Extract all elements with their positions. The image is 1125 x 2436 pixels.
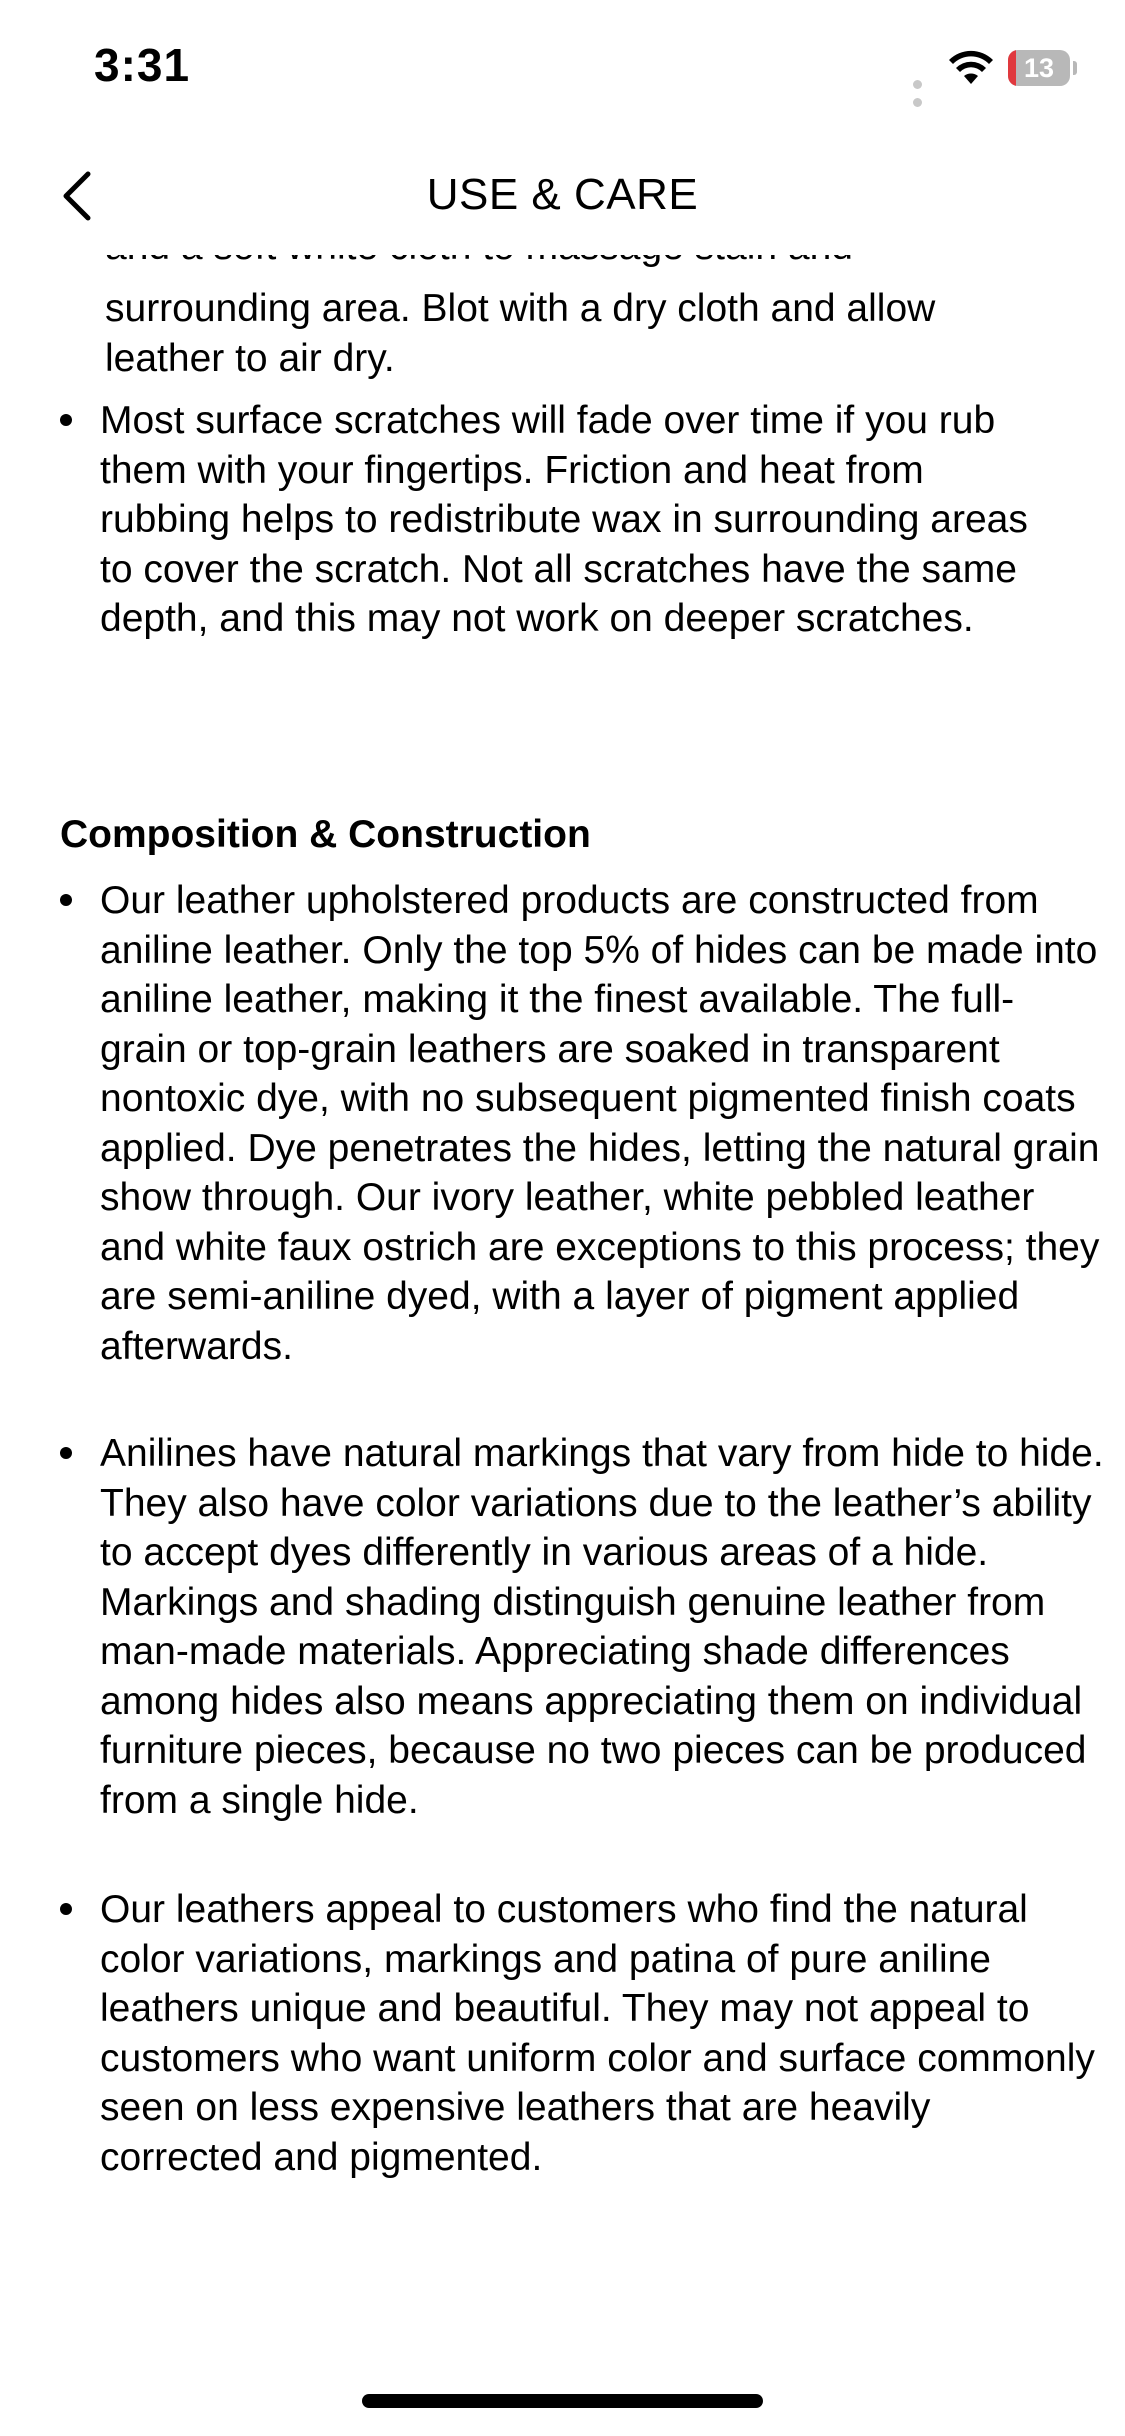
wifi-icon [948,50,994,86]
bullet-icon [60,1447,72,1459]
list-item-text: Our leathers appeal to customers who find the natural color variations, markings and patina of pure aniline leathers unique and beautiful. They may not appeal to customers who want uniform color and surface commonly seen on less expensive leathers that are heavily corrected and pigmented. [100,1888,1095,2179]
bullet-icon [60,1903,72,1915]
page-title: USE & CARE [426,170,699,219]
section-heading-composition: Composition & Construction [60,813,591,856]
list-item-text: Anilines have natural markings that vary from hide to hide. They also have color variations due to the leather’s ability to accept dyes differently in various areas of a hide. Markings and shading distinguish genuine leather from man-made materials. Appreciating shade differences among hides also means appreciating them on individual furniture pieces, because no two pieces can be produced from a single hide. [100,1432,1104,1822]
list-item-text: Our leather upholstered products are constructed from aniline leather. Only the top 5% of hides can be made into aniline leather, making it the finest available. The full-grain or top-grain leathers are soaked in transparent nontoxic dye, with no subsequent pigmented finish coats applied. Dye penetrates the hides, letting the natural grain show through. Our ivory leather, white pebbled leather and white faux ostrich are exceptions to this process; they are semi-aniline dyed, with a layer of pigment applied afterwards. [100,879,1100,1368]
battery-level-text: 13 [1023,53,1055,83]
nav-header [0,140,1125,255]
battery-cap [1073,61,1077,75]
status-bar [0,0,1125,140]
bullet-icon [60,414,72,426]
care-partial-paragraph: surrounding area. Blot with a dry cloth and allow leather to air dry. [105,287,936,380]
list-item-text: Most surface scratches will fade over time if you rub them with your fingertips. Friction and heat from rubbing helps to redistribute wax in surrounding areas to cover the scratch. Not all scratches have the same depth, and this may not work on deeper scratches. [100,399,1028,640]
battery-icon [1008,50,1070,86]
bullet-icon [60,894,72,906]
status-time: 3:31 [94,39,191,91]
cellular-signal-icon [913,76,935,86]
